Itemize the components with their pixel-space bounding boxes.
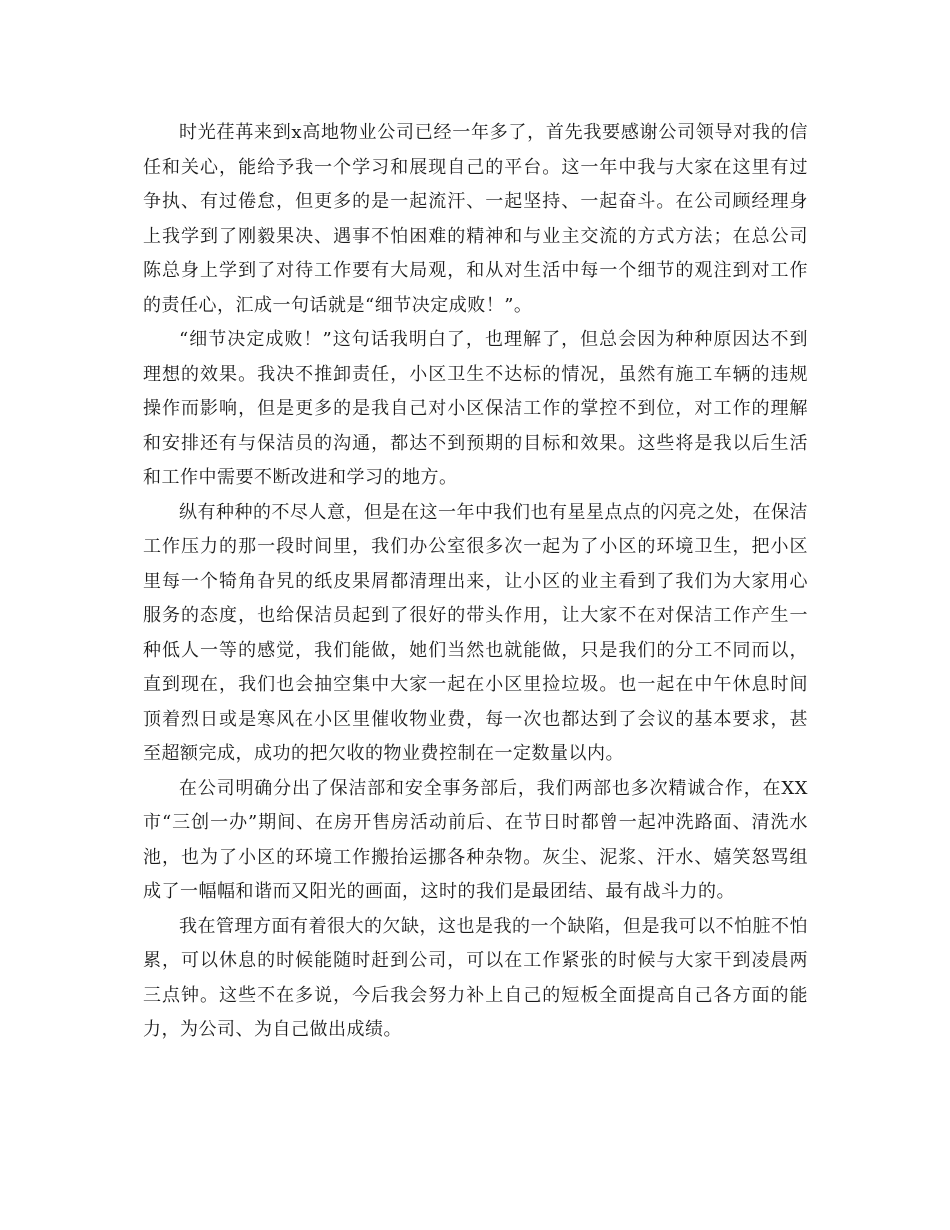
document-body <box>143 116 808 1048</box>
paragraph-5: 我在管理方面有着很大的欠缺，这也是我的一个缺陷，但是我可以不怕脏不怕累，可以休息的时候能随时赶到公司，可以在工作紧张的时候与大家干到凌晨两三点钟。这些不在多说，今后我会努力补上自己的短板全面提高自己各方面的能力，为公司、为自己做出成绩。 <box>143 915 808 1040</box>
paragraph-2: “细节决定成败！”这句话我明白了，也理解了，但总会因为种种原因达不到理想的效果。我决不推卸责任，小区卫生不达标的情况，虽然有施工车辆的违规操作而影响，但是更多的是我自己对小区保洁工作的掌控不到位，对工作的理解和安排还有与保洁员的沟通，都达不到预期的目标和效果。这些将是我以后生活和工作中需要不断改进和学习的地方。 <box>143 329 808 488</box>
paragraph-4: 在公司明确分出了保洁部和安全事务部后，我们两部也多次精诚合作，在XX市“三创一办”期间、在房开售房活动前后、在节日时都曾一起冲洗路面、清洗水池，也为了小区的环境工作搬抬运挪各种杂物。灰尘、泥浆、汗水、嬉笑怒骂组成了一幅幅和谐而又阳光的画面，这时的我们是最团结、最有战斗力的。 <box>143 777 808 902</box>
paragraph-3: 纵有种种的不尽人意，但是在这一年中我们也有星星点点的闪亮之处，在保洁工作压力的那一段时间里，我们办公室很多次一起为了小区的环境卫生，把小区里每一个犄角旮旯的纸皮果屑都清理出来，让小区的业主看到了我们为大家用心服务的态度，也给保洁员起到了很好的带头作用，让大家不在对保洁工作产生一种低人一等的感觉，我们能做，她们当然也就能做，只是我们的分工不同而以，直到现在，我们也会抽空集中大家一起在小区里捡垃圾。也一起在中午休息时间顶着烈日或是寒风在小区里催收物业费，每一次也都达到了会议的基本要求，甚至超额完成，成功的把欠收的物业费控制在一定数量以内。 <box>143 501 808 764</box>
paragraph-1: 时光荏苒来到x高地物业公司已经一年多了，首先我要感谢公司领导对我的信任和关心，能给予我一个学习和展现自己的平台。这一年中我与大家在这里有过争执、有过倦怠，但更多的是一起流汗、一起坚持、一起奋斗。在公司顾经理身上我学到了刚毅果决、遇事不怕困难的精神和与业主交流的方式方法；在总公司陈总身上学到了对待工作要有大局观，和从对生活中每一个细节的观注到对工作的责任心，汇成一句话就是“细节决定成败！”。 <box>143 122 808 316</box>
